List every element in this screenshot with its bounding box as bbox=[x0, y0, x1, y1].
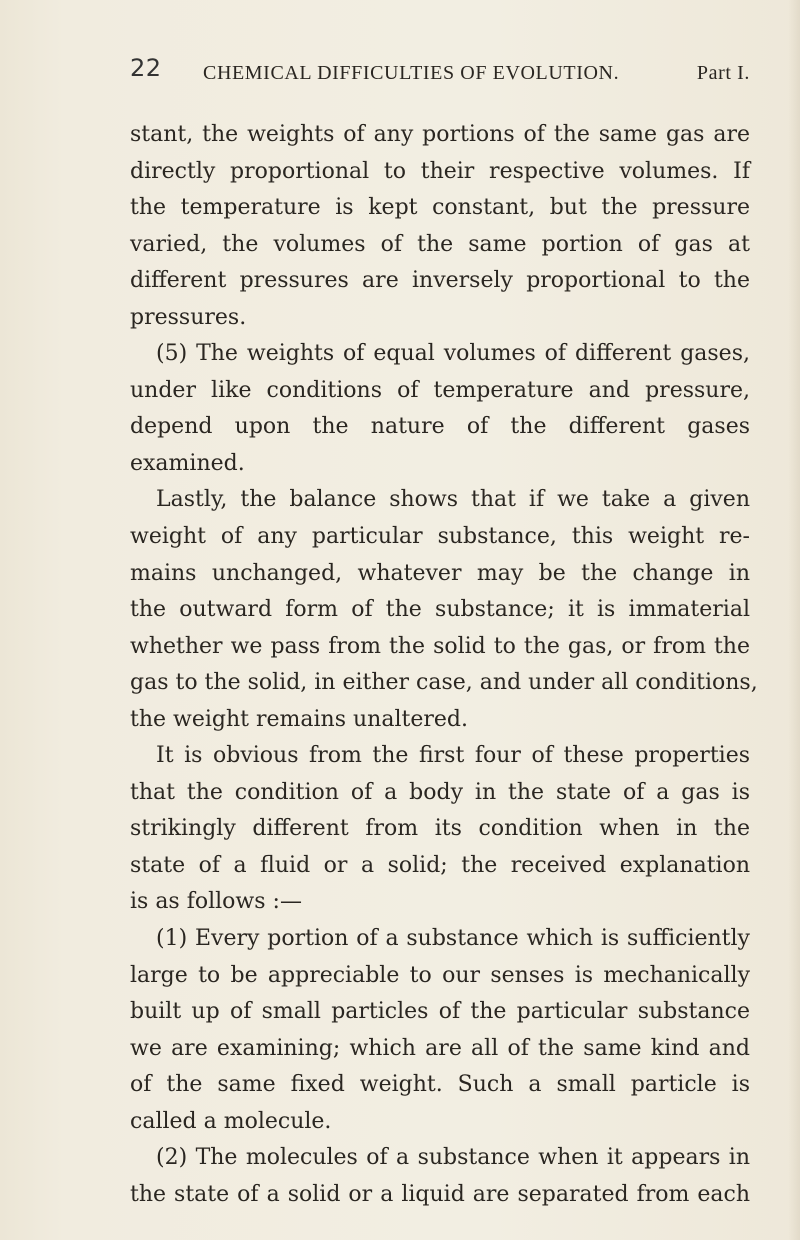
text-line: that the condition of a body in the state of a gas is bbox=[130, 779, 750, 805]
text-line: It is obvious from the first four of these properties bbox=[156, 743, 750, 769]
text-line: the state of a solid or a liquid are separated from each bbox=[130, 1181, 750, 1207]
running-head bbox=[130, 54, 750, 92]
text-line: mains unchanged, whatever may be the change in bbox=[130, 560, 750, 586]
text-line: varied, the volumes of the same portion of gas at bbox=[130, 231, 750, 257]
text-line: (1) Every portion of a substance which is sufficiently bbox=[156, 926, 750, 952]
text-line: Lastly, the balance shows that if we take a given bbox=[156, 487, 750, 513]
page-edge-shadow bbox=[788, 0, 800, 1240]
running-head-part: Part I. bbox=[696, 62, 750, 84]
text-line: the weight remains unaltered. bbox=[130, 706, 468, 732]
body-text bbox=[130, 117, 758, 1213]
text-line: examined. bbox=[130, 450, 245, 476]
text-line: gas to the solid, in either case, and under all conditions, bbox=[130, 670, 758, 696]
text-line: stant, the weights of any portions of the same gas are bbox=[130, 122, 750, 147]
text-line: different pressures are inversely proportional to the bbox=[130, 268, 750, 294]
text-line: the temperature is kept constant, but the pressure bbox=[130, 195, 750, 221]
text-line: strikingly different from its condition when in the bbox=[130, 816, 750, 842]
text-line: (5) The weights of equal volumes of different gases, bbox=[156, 341, 750, 367]
text-line: whether we pass from the solid to the gas, or from the bbox=[130, 633, 750, 659]
text-line: built up of small particles of the particular substance bbox=[130, 999, 750, 1025]
text-line: under like conditions of temperature and pressure, bbox=[130, 377, 750, 403]
text-line: directly proportional to their respective volumes. If bbox=[130, 158, 750, 184]
text-line: the outward form of the substance; it is immaterial bbox=[130, 597, 750, 623]
text-line: weight of any particular substance, this weight re- bbox=[130, 524, 750, 550]
page-number: 22 bbox=[130, 54, 162, 82]
text-line: (2) The molecules of a substance when it appears in bbox=[156, 1145, 750, 1171]
text-line: state of a fluid or a solid; the received explanation bbox=[130, 852, 750, 878]
text-line: large to be appreciable to our senses is mechanically bbox=[130, 962, 750, 988]
text-line: called a molecule. bbox=[130, 1108, 332, 1134]
text-line: pressures. bbox=[130, 304, 247, 330]
running-head-title: CHEMICAL DIFFICULTIES OF EVOLUTION. bbox=[203, 62, 620, 84]
text-line: depend upon the nature of the different gases bbox=[130, 414, 750, 440]
text-line: is as follows :— bbox=[130, 889, 302, 915]
text-line: we are examining; which are all of the same kind and bbox=[130, 1035, 750, 1061]
text-line: of the same fixed weight. Such a small particle is bbox=[130, 1072, 750, 1098]
